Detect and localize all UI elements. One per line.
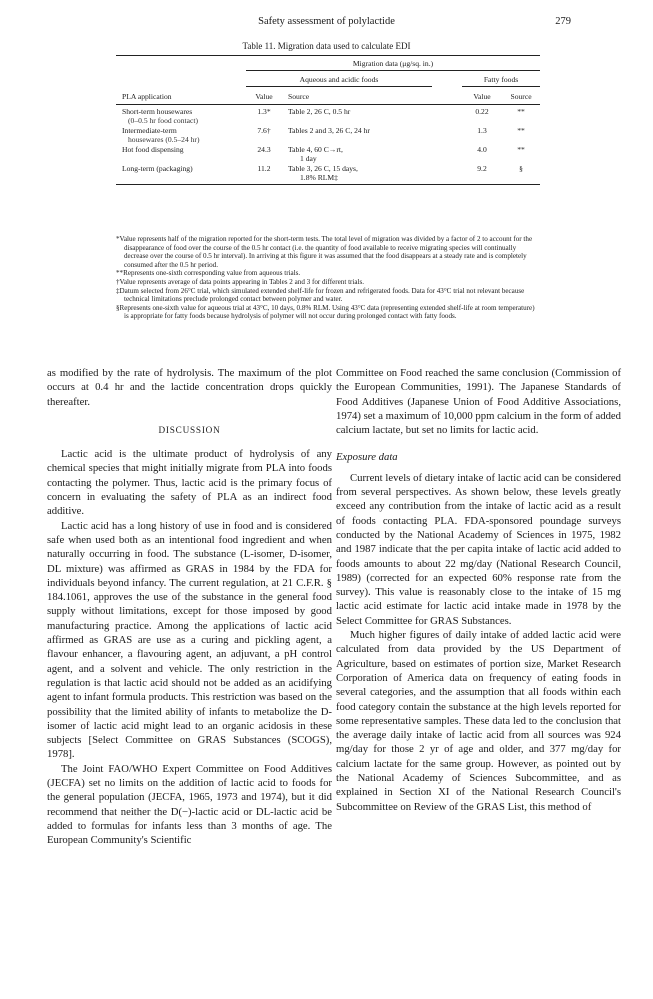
left-column bbox=[47, 366, 332, 848]
body-paragraph: Much higher figures of daily intake of added lactic acid were calculated from data provided by the US Department of Agriculture, based on estimates of portion size, Market Research Corporation of America data on frequency of eating foods in several categories, and the assumption that all foods within each food category contain the substance at the high levels reported for some representative samples. These data led to the conclusion that the average daily intake of lactic acid from all sources was 924 mg/day for those 2 yr of age and older, and 377 mg/day for calcium lactate for the same group. However, as pointed out by the National Academy of Sciences Subcommittee, and as explained in Section XI of the National Research Council's Subcommittee on Review of the GRAS List, this method of bbox=[336, 629, 621, 813]
row-fatty-source: § bbox=[519, 164, 523, 173]
footnote: *Value represents half of the migration reported for the short-term tests. The total level of migration was divided by a factor of 2 to account for the disappearance of food over the course of the 0.5 hr contact (i.e. the quantity of food available to receive migrating species will continually decrease over the course of 0.5 hr interval). In arriving at this figure it was assumed that the food disappears at a steady rate and is completely consumed after the 0.5 hr period. bbox=[116, 235, 533, 269]
row-aqueous-value: 1.3* bbox=[257, 107, 271, 116]
row-application: Intermediate-term bbox=[122, 126, 177, 135]
row-aqueous-value: 7.6† bbox=[257, 126, 271, 135]
row-fatty-value: 1.3 bbox=[477, 126, 487, 135]
fatty-header: Fatty foods bbox=[462, 71, 540, 87]
table-row bbox=[116, 105, 540, 126]
row-fatty-source: ** bbox=[517, 145, 525, 154]
table-row bbox=[116, 144, 540, 163]
footnote: ‡Datum selected from 26°C trial, which simulated extended shelf-life for frozen and refrigerated foods. Data for 43°C trial not relevant because technical limitations preclude prolonged contact between polymer and water. bbox=[116, 286, 525, 304]
row-application: Hot food dispensing bbox=[122, 145, 184, 154]
row-aqueous-source: Table 4, 60 C→rt, bbox=[288, 145, 343, 154]
subsection-heading: Exposure data bbox=[336, 451, 398, 464]
running-title: Safety assessment of polylactide bbox=[258, 16, 395, 27]
row-application-detail: (0–0.5 hr food contact) bbox=[128, 116, 199, 125]
row-aqueous-value: 11.2 bbox=[257, 164, 271, 173]
table-row bbox=[116, 125, 540, 144]
body-paragraph: Committee on Food reached the same conclusion (Commission of the European Communities, 1991). The Japanese Standards of Food Additives (Japanese Union of Food Additive Associations, 1974) set a maximum of 10,000 ppm calcium in the form of added calcium lactate, but set no limits for lactic acid. bbox=[336, 367, 621, 437]
row-fatty-value: 4.0 bbox=[477, 145, 487, 154]
row-aqueous-source: Table 3, 26 C, 15 days, bbox=[288, 164, 358, 173]
row-application-detail: housewares (0.5–24 hr) bbox=[128, 135, 200, 144]
footnote: **Represents one-sixth corresponding value from aqueous trials. bbox=[116, 269, 301, 278]
body-paragraph: Current levels of dietary intake of lactic acid can be considered from several perspectives. As shown below, these levels greatly exceed any contribution from the intake of lactic acid as a result of foods contacting PLA. FDA-sponsored poundage surveys conducted by the National Academy of Sciences in 1975, 1982 and 1987 indicate that the per capita intake of lactic acid added to foods amounts to about 22 mg/day (National Research Council, 1989) (corrected for an expected 60% response rate from the survey). This value is reasonably close to the intake of 15 mg lactic acid estimate for lactic acid intake made in 1978 by the Select Committee for GRAS Substances. bbox=[336, 471, 621, 627]
row-aqueous-source-detail: 1.8% RLM‡ bbox=[300, 173, 338, 182]
row-aqueous-source: Table 2, 26 C, 0.5 hr bbox=[288, 107, 351, 116]
section-heading: DISCUSSION bbox=[158, 424, 221, 435]
table-footnotes bbox=[116, 235, 540, 321]
footnote: †Value represents average of data points appearing in Tables 2 and 3 for different trials. bbox=[116, 277, 365, 286]
migration-table bbox=[116, 55, 540, 185]
row-application: Long-term (packaging) bbox=[122, 164, 193, 173]
row-fatty-value: 0.22 bbox=[475, 107, 489, 116]
row-aqueous-source: Tables 2 and 3, 26 C, 24 hr bbox=[288, 126, 370, 135]
aqueous-header: Aqueous and acidic foods bbox=[246, 71, 432, 87]
table-row bbox=[116, 163, 540, 182]
column-header: Source bbox=[510, 92, 532, 101]
page-number: 279 bbox=[555, 16, 571, 27]
running-head bbox=[0, 16, 653, 30]
column-header: Source bbox=[288, 92, 310, 101]
footnote: §Represents one-sixth value for aqueous trial at 43°C, 10 days, 0.8% RLM. Using 43°C data (representing extended shelf-life at room temperature) is appropriate for fatty foods because hydrolysis of polymer will not occur during prolonged contact with fatty foods. bbox=[116, 303, 535, 321]
right-column bbox=[336, 366, 621, 814]
row-fatty-source: ** bbox=[517, 107, 525, 116]
body-paragraph: as modified by the rate of hydrolysis. The maximum of the plot occurs at 0.4 hr and the lactide concentration drops quickly thereafter. bbox=[47, 367, 332, 408]
body-paragraph: Lactic acid has a long history of use in food and is considered safe when used both as an intentional food ingredient and when naturally occurring in food. The substance (L-isomer, D-isomer, DL mixture) was affirmed as GRAS in 1984 by the FDA for individuals beyond infancy. The current regulation, at 21 C.F.R. § 184.1061, approves the use of the substance in the general food supply without limitations, except for those imposed by good manufacturing practice. Among the applications of lactic acid affirmed as GRAS are use as a curing and pickling agent, a flavour enhancer, a flavouring agent, an adjuvant, a pH control agent, and a solvent and vehicle. The only restriction in the regulation is that lactic acid should not be added as an acidifying agent to infant formula products. This restriction was based on the possibility that the limited ability of infants to metabolize the D-isomer of lactic acid might lead to an organic acidosis in these subjects [Select Committee on GRAS Substances (SCOGS), 1978]. bbox=[47, 519, 332, 761]
row-fatty-source: ** bbox=[517, 126, 525, 135]
table-caption: Table 11. Migration data used to calculate EDI bbox=[242, 41, 411, 51]
row-application: Short-term housewares bbox=[122, 107, 193, 116]
body-paragraph: Lactic acid is the ultimate product of hydrolysis of any chemical species that might initially migrate from PLA into foods contacting the polymer. Thus, lactic acid is the primary focus of concern in evaluating the safety of PLA as an indirect food additive. bbox=[47, 448, 332, 518]
column-header: PLA application bbox=[122, 91, 172, 101]
group-header: Migration data (μg/sq. in.) bbox=[246, 56, 540, 71]
row-fatty-value: 9.2 bbox=[477, 164, 487, 173]
row-aqueous-value: 24.3 bbox=[257, 145, 271, 154]
row-aqueous-source-detail: 1 day bbox=[300, 154, 317, 163]
column-header: Value bbox=[473, 92, 491, 101]
column-header: Value bbox=[255, 92, 273, 101]
body-paragraph: The Joint FAO/WHO Expert Committee on Food Additives (JECFA) set no limits on the addition of lactic acid to foods for the general population (JECFA, 1965, 1973 and 1974), but it did recommend that neither the D(−)-lactic acid or DL-lactic acid be added to formulas for infants less than 3 months of age. The European Community's Scientific bbox=[47, 762, 332, 847]
